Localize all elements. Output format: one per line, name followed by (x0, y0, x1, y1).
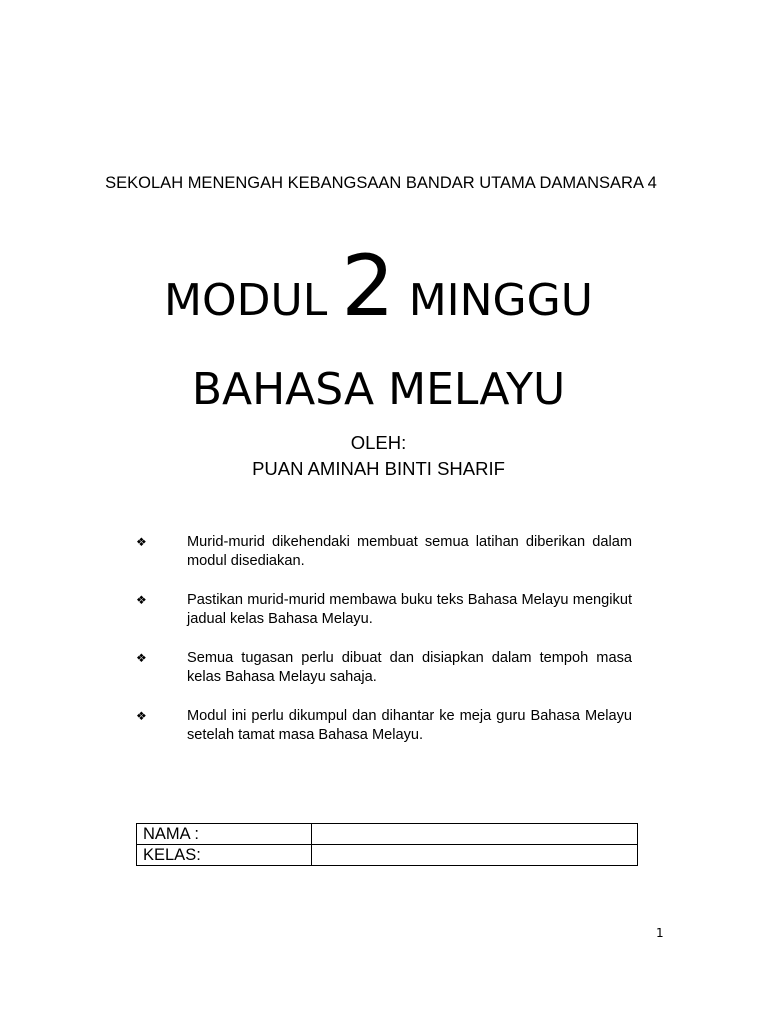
instruction-item (135, 533, 632, 571)
name-label: NAMA : (137, 824, 312, 845)
school-name: SEKOLAH MENENGAH KEBANGSAAN BANDAR UTAMA DAMANSARA 4 (105, 174, 657, 192)
diamond-bullet-icon: ❖ (136, 709, 147, 723)
author-name: PUAN AMINAH BINTI SHARIF (252, 458, 505, 479)
name-field[interactable] (312, 824, 638, 845)
instruction-text: Murid-murid dikehendaki membuat semua latihan diberikan dalam modul disediakan. (187, 534, 632, 569)
title-word-minggu: MINGGU (408, 275, 593, 326)
page-number: 1 (656, 926, 664, 940)
diamond-bullet-icon: ❖ (136, 651, 147, 665)
title-number: 2 (341, 237, 395, 335)
instruction-text: Semua tugasan perlu dibuat dan disiapkan dalam tempoh masa kelas Bahasa Melayu sahaja. (187, 650, 632, 685)
diamond-bullet-icon: ❖ (136, 535, 147, 549)
diamond-bullet-icon: ❖ (136, 593, 147, 607)
author-block (0, 430, 757, 482)
student-info-table (136, 823, 638, 866)
class-label: KELAS: (137, 845, 312, 866)
instruction-item (135, 707, 632, 745)
module-title (0, 236, 757, 351)
title-word-modul: MODUL (164, 275, 328, 326)
subject-title: BAHASA MELAYU (191, 364, 566, 415)
instruction-text: Modul ini perlu dikumpul dan dihantar ke meja guru Bahasa Melayu setelah tamat masa Bahasa Melayu. (187, 708, 632, 743)
instruction-list (135, 533, 632, 765)
class-field[interactable] (312, 845, 638, 866)
author-label: OLEH: (350, 432, 407, 453)
instruction-item (135, 591, 632, 629)
table-row (137, 824, 638, 845)
table-row (137, 845, 638, 866)
instruction-text: Pastikan murid-murid membawa buku teks Bahasa Melayu mengikut jadual kelas Bahasa Melayu. (187, 592, 632, 627)
instruction-item (135, 649, 632, 687)
